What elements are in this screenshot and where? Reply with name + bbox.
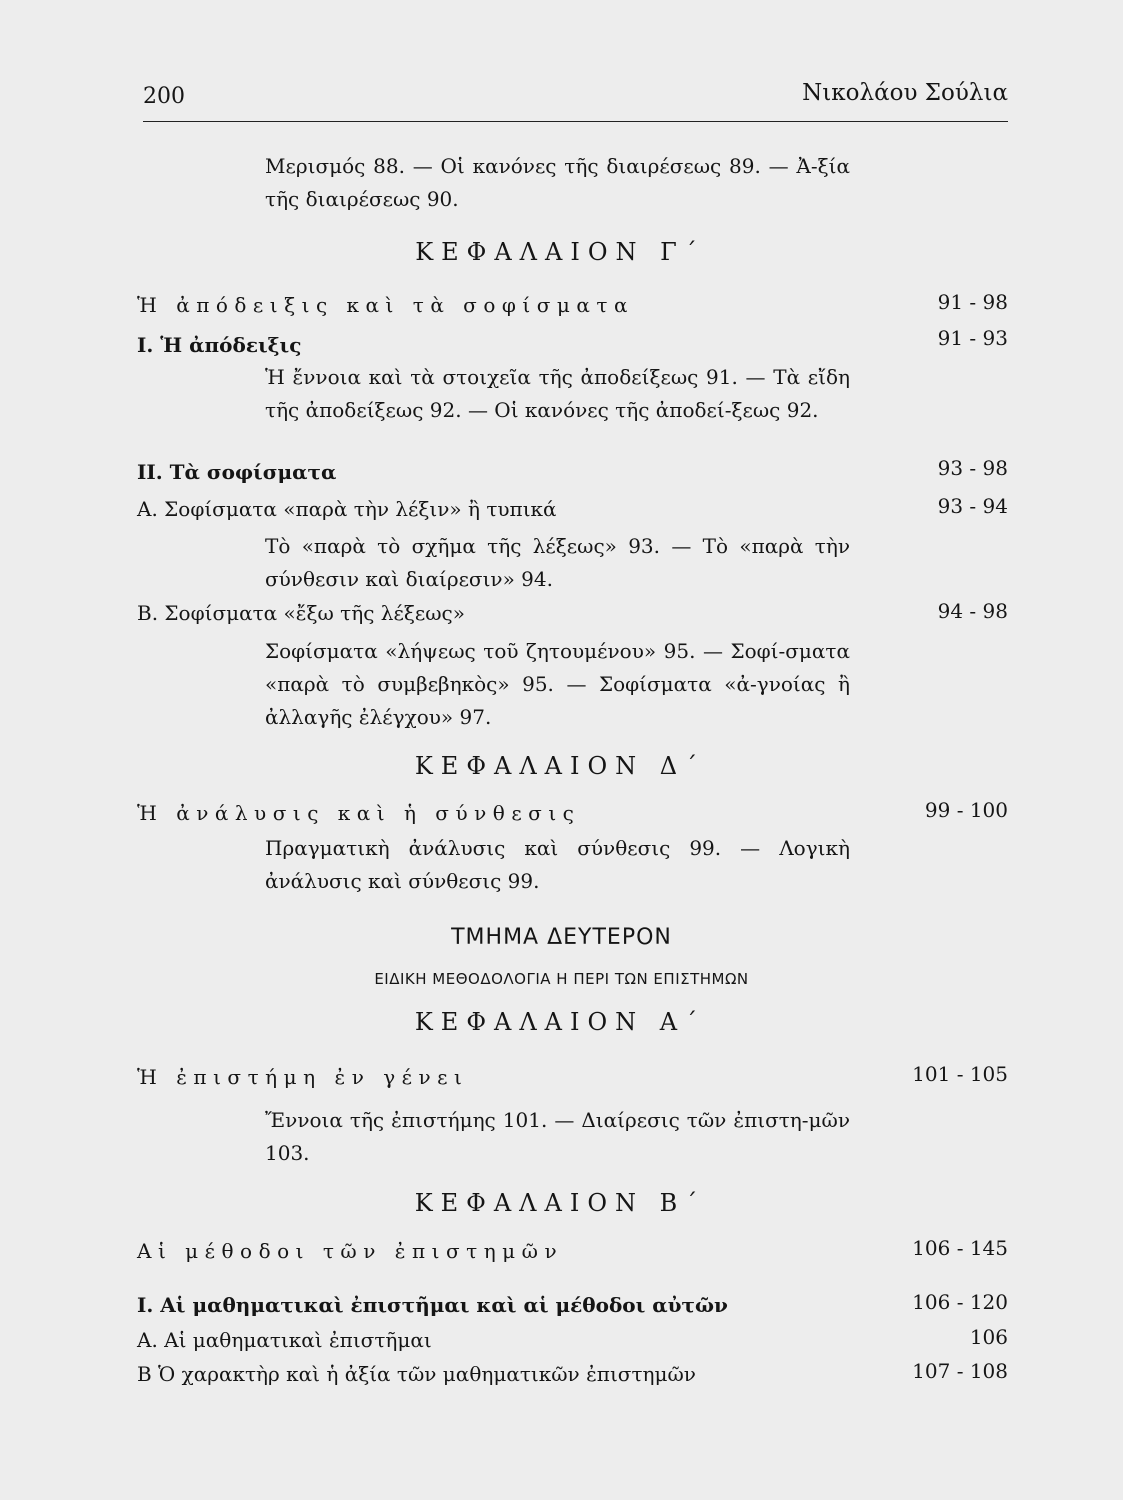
section-title-episteme: Ἡ ἐπιστήμη ἐν γένει xyxy=(137,1065,469,1089)
item-title-b-sofismata: Β. Σοφίσματα «ἔξω τῆς λέξεως» xyxy=(137,601,465,625)
page-range: 93 - 94 xyxy=(937,494,1008,518)
running-title: Νικολάου Σούλια xyxy=(802,80,1008,106)
header-rule xyxy=(143,121,1008,122)
item-title-a-sofismata: Α. Σοφίσματα «παρὰ τὴν λέξιν» ἢ τυπικά xyxy=(137,497,557,521)
part-subheading: ΕΙΔΙΚΗ ΜΕΘΟΔΟΛΟΓΙΑ Η ΠΕΡΙ ΤΩΝ ΕΠΙΣΤΗΜΩΝ xyxy=(374,970,749,988)
page-range: 106 xyxy=(969,1325,1008,1349)
part-heading: ΤΜΗΜΑ ΔΕΥΤΕΡΟΝ xyxy=(451,925,672,950)
paragraph-lexis: Τὸ «παρὰ τὸ σχῆμα τῆς λέξεως» 93. — Τὸ «παρὰ τὴν σύνθεσιν καὶ διαίρεσιν» 94. xyxy=(265,534,850,591)
paragraph-analysis: Πραγματικὴ ἀνάλυσις καὶ σύνθεσις 99. — Λογικὴ ἀνάλυσις καὶ σύνθεσις 99. xyxy=(265,836,850,893)
page-range: 91 - 93 xyxy=(937,326,1008,350)
item-title-b-math: Β Ὁ χαρακτὴρ καὶ ἡ ἀξία τῶν μαθηματικῶν ἐπιστημῶν xyxy=(137,1362,696,1386)
paragraph-exo-lexeos: Σοφίσματα «λήψεως τοῦ ζητουμένου» 95. — Σοφί-σματα «παρὰ τὸ συμβεβηκὸς» 95. — Σοφίσματα «ἀ-γνοίας ἢ ἀλλαγῆς ἐλέγχου» 97. xyxy=(265,639,850,729)
page-number: 200 xyxy=(143,84,185,109)
subsection-title-math: I. Αἱ μαθηματικαὶ ἐπιστῆμαι καὶ αἱ μέθοδοι αὐτῶν xyxy=(137,1293,728,1317)
subsection-title-sofismata: II. Τὰ σοφίσματα xyxy=(137,460,337,484)
page-range: 106 - 145 xyxy=(912,1236,1008,1260)
item-title-a-math: Α. Αἱ μαθηματικαὶ ἐπιστῆμαι xyxy=(137,1328,432,1352)
page-range: 94 - 98 xyxy=(937,599,1008,623)
chapter-heading-b: ΚΕΦΑΛΑΙΟΝ Β΄ xyxy=(414,1189,706,1217)
subsection-title-apodeixis: I. Ἡ ἀπόδειξις xyxy=(137,333,302,357)
page-range: 107 - 108 xyxy=(912,1359,1008,1383)
chapter-heading-g: ΚΕΦΑΛΑΙΟΝ Γ΄ xyxy=(415,238,705,266)
page-range: 99 - 100 xyxy=(924,798,1008,822)
chapter-heading-a: ΚΕΦΑΛΑΙΟΝ Α΄ xyxy=(414,1008,706,1036)
paragraph-diairesis: Μερισμός 88. — Οἱ κανόνες τῆς διαιρέσεως 89. — Ἀ-ξία τῆς διαιρέσεως 90. xyxy=(265,154,850,211)
page-range: 101 - 105 xyxy=(912,1062,1008,1086)
page-range: 106 - 120 xyxy=(912,1290,1008,1314)
section-title-methodoi: Αἱ μέθοδοι τῶν ἐπιστημῶν xyxy=(137,1239,564,1263)
page-range: 93 - 98 xyxy=(937,456,1008,480)
paragraph-apodeixis: Ἡ ἔννοια καὶ τὰ στοιχεῖα τῆς ἀποδείξεως 91. — Τὰ εἴδη τῆς ἀποδείξεως 92. — Οἱ κανόνες τῆς ἀποδεί-ξεως 92. xyxy=(265,365,850,422)
section-title-analysis: Ἡ ἀνάλυσις καὶ ἡ σύνθεσις xyxy=(137,801,581,825)
page-range: 91 - 98 xyxy=(937,290,1008,314)
section-title-apodeixis: Ἡ ἀπόδειξις καὶ τὰ σοφίσματα xyxy=(137,293,634,317)
paragraph-episteme: Ἔννοια τῆς ἐπιστήμης 101. — Διαίρεσις τῶν ἐπιστη-μῶν 103. xyxy=(265,1108,850,1165)
chapter-heading-d: ΚΕΦΑΛΑΙΟΝ Δ΄ xyxy=(414,752,706,780)
